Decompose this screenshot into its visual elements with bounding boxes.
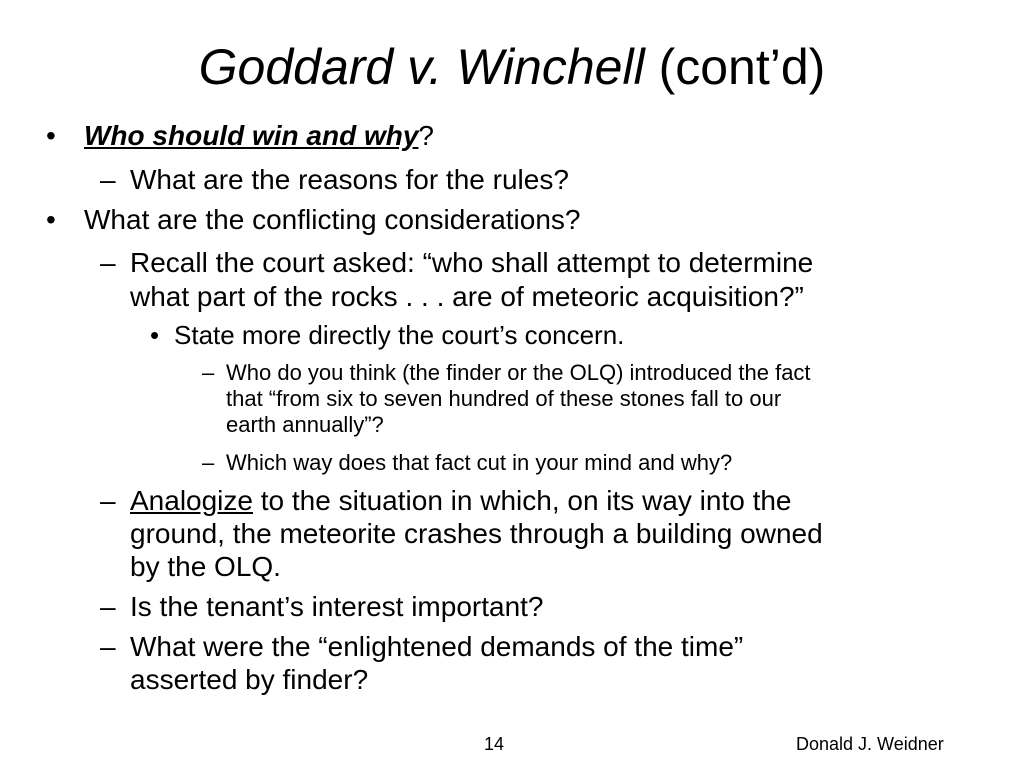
bullet-marker: • [46,120,56,151]
bullet-who-should-win [84,119,434,153]
sub-which-way: Which way does that fact cut in your mind and why? [226,450,733,475]
sub-analogize-line-1 [130,484,792,518]
bullet-marker: • [46,204,56,235]
footer-author: Donald J. Weidner [796,734,944,754]
sub-who-line-3: earth annually”? [226,412,384,437]
dash-marker: – [100,485,116,516]
who-should-win-text: Who should win and why [84,120,419,151]
sub-demands-line-1: What were the “enlightened demands of the time” [130,631,744,662]
sub-tenant: Is the tenant’s interest important? [130,591,544,622]
dash-marker: – [100,591,116,622]
dash-marker: – [202,450,215,475]
sub-who-line-1: Who do you think (the finder or the OLQ) introduced the fact [226,360,811,385]
sub-who-line-2: that “from six to seven hundred of these stones fall to our [226,386,782,411]
sub-state-concern: State more directly the court’s concern. [174,320,625,350]
dash-marker: – [202,360,215,385]
sub-recall-line-2: what part of the rocks . . . are of meteoric acquisition?” [130,281,804,312]
analogize-line-1-rest: to the situation in which, on its way into the [252,485,792,516]
title-suffix: (cont’d) [644,39,826,95]
bullet-conflicting-considerations: What are the conflicting considerations? [84,204,581,235]
dash-marker: – [100,631,116,662]
bullet-marker: • [150,320,160,350]
case-name: Goddard v. Winchell [198,39,645,95]
sub-analogize-line-3: by the OLQ. [130,551,281,582]
sub-demands-line-2: asserted by finder? [130,664,369,695]
dash-marker: – [100,164,116,195]
slide-title [0,38,1024,96]
page-number: 14 [484,734,505,754]
question-mark: ? [418,120,434,151]
analogize-word: Analogize [130,485,253,516]
dash-marker: – [100,247,116,278]
sub-recall-line-1: Recall the court asked: “who shall attempt to determine [130,247,814,278]
sub-reasons: What are the reasons for the rules? [130,164,569,195]
sub-analogize-line-2: ground, the meteorite crashes through a building owned [130,518,823,549]
